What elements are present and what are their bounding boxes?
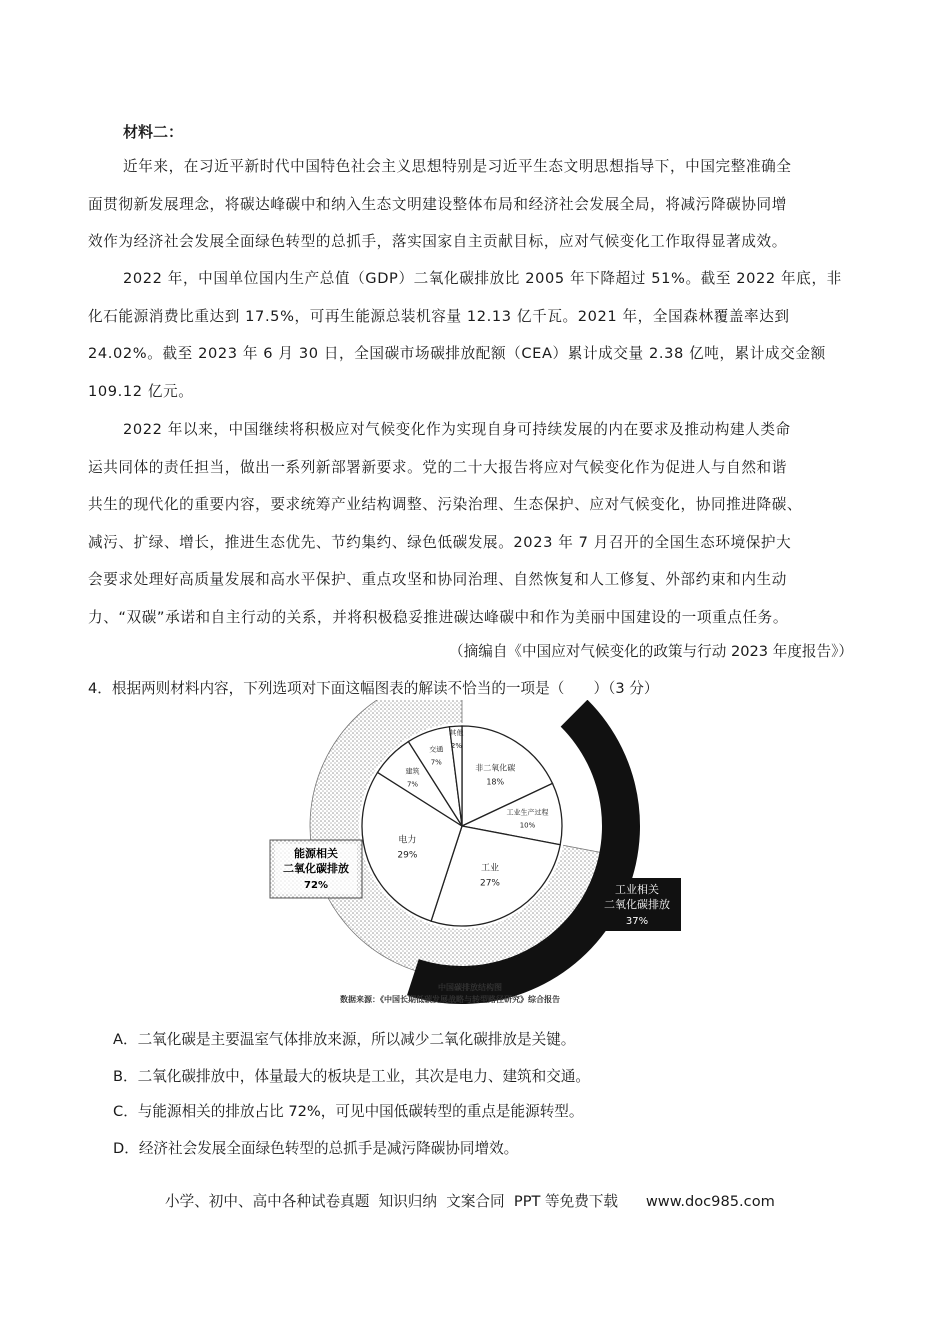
paragraph-line: 会要求处理好高质量发展和高水平保护、重点攻坚和协同治理、自然恢复和人工修复、外部约束和内生动: [88, 571, 787, 588]
slice-label: 交通: [429, 745, 444, 754]
callout-value: 72%: [304, 880, 328, 891]
chart-title: 中国碳排放结构图: [438, 983, 502, 992]
question-stem: 4．根据两则材料内容，下列选项对下面这幅图表的解读不恰当的一项是（ ）（3 分）: [88, 680, 659, 697]
slice-label: 工业: [480, 863, 500, 874]
paragraph-line: 面贯彻新发展理念，将碳达峰碳中和纳入生态文明建设整体布局和经济社会发展全局，将减污降碳协同增: [88, 195, 787, 213]
paragraph-line: 2022 年以来，中国继续将积极应对气候变化作为实现自身可持续发展的内在要求及推动构建人类命: [123, 421, 791, 438]
slice-label: 非二氧化碳: [475, 763, 516, 773]
slice-value-label: 27%: [479, 878, 501, 889]
footer-text: 小学、初中、高中各种试卷真题 知识归纳 文案合同 PPT 等免费下载 www.doc985.com: [165, 1193, 775, 1210]
paragraph-line: 共生的现代化的重要内容，要求统筹产业结构调整、污染治理、生态保护、应对气候变化，协同推进降碳、: [88, 496, 803, 513]
paragraph-2: [88, 260, 878, 410]
slice-value-label: 29%: [397, 850, 418, 861]
source-citation: （摘编自《中国应对气候变化的政策与行动 2023 年度报告》）: [449, 643, 853, 660]
option-a[interactable]: A．二氧化碳是主要温室气体排放来源，所以减少二氧化碳排放是关键。: [113, 1031, 576, 1048]
paragraph-1: [88, 148, 878, 261]
slice-label: 电力: [398, 835, 417, 846]
callout-value: 37%: [625, 916, 649, 927]
slice-label: 建筑: [405, 767, 420, 776]
slice-label: 其他: [449, 729, 464, 738]
chart-source: 数据来源：《中国长期低碳发展战略与转型路径研究》综合报告: [340, 995, 560, 1004]
paragraph-line: 运共同体的责任担当，做出一系列新部署新要求。党的二十大报告将应对气候变化作为促进人与自然和谐: [88, 458, 787, 476]
paragraph-line: 近年来，在习近平新时代中国特色社会主义思想特别是习近平生态文明思想指导下，中国完整准确全: [123, 158, 792, 175]
slice-value-label: 2%: [450, 742, 463, 751]
callout-title: 二氧化碳排放: [604, 898, 670, 911]
slice-value-label: 10%: [519, 821, 536, 830]
callout-title: 能源相关: [294, 847, 338, 860]
paragraph-line: 减污、扩绿、增长，推进生态优先、节约集约、绿色低碳发展。2023 年 7 月召开的全国生态环境保护大: [88, 533, 792, 551]
option-b[interactable]: B．二氧化碳排放中，体量最大的板块是工业，其次是电力、建筑和交通。: [113, 1068, 591, 1085]
slice-value-label: 18%: [486, 777, 505, 787]
paragraph-3: [88, 411, 878, 636]
paragraph-line: 化石能源消费比重达到 17.5%，可再生能源总装机容量 12.13 亿千瓦。2021 年，全国森林覆盖率达到: [88, 307, 790, 325]
slice-value-label: 7%: [406, 780, 419, 789]
carbon-emission-chart: [0, 700, 950, 1040]
callout-title: 工业相关: [615, 883, 659, 896]
option-c[interactable]: C．与能源相关的排放占比 72%，可见中国低碳转型的重点是能源转型。: [113, 1103, 584, 1120]
industry-related-callout: [593, 878, 681, 931]
paragraph-line: 109.12 亿元。: [88, 382, 194, 400]
paragraph-line: 24.02%。截至 2023 年 6 月 30 日，全国碳市场碳排放配额（CEA）累计成交量 2.38 亿吨，累计成交金额: [88, 345, 826, 362]
paragraph-line: 2022 年，中国单位国内生产总值（GDP）二氧化碳排放比 2005 年下降超过 51%。截至 2022 年底，非: [123, 270, 842, 287]
paragraph-line: 效作为经济社会发展全面绿色转型的总抓手，落实国家自主贡献目标，应对气候变化工作取得显著成效。: [88, 233, 787, 250]
energy-related-callout: [270, 840, 362, 898]
slice-label: 工业生产过程: [506, 808, 549, 817]
material-heading: 材料二：: [123, 123, 184, 141]
option-d[interactable]: D．经济社会发展全面绿色转型的总抓手是减污降碳协同增效。: [113, 1140, 519, 1157]
slice-value-label: 7%: [430, 758, 442, 767]
callout-title: 二氧化碳排放: [283, 862, 349, 875]
paragraph-line: 力、“双碳”承诺和自主行动的关系，并将积极稳妥推进碳达峰碳中和作为美丽中国建设的一项重点任务。: [88, 608, 789, 626]
